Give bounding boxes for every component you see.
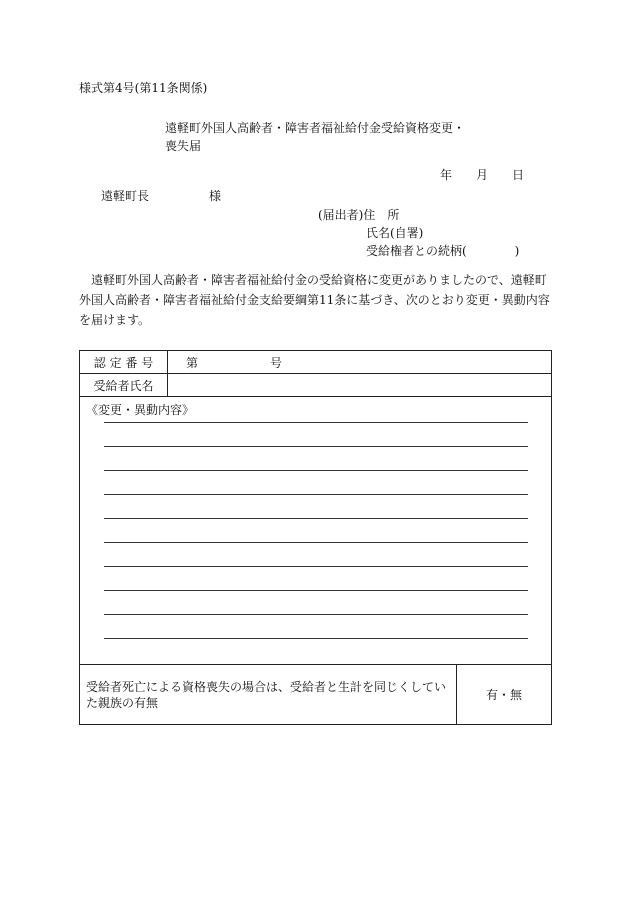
death-answer-field[interactable]: 有・無 (456, 665, 551, 725)
writing-line (104, 446, 528, 447)
date-line (440, 166, 524, 183)
writing-line (104, 542, 528, 543)
cert-number-label: 認 定 番 号 (80, 351, 168, 374)
applicant-block (318, 206, 519, 260)
writing-line (104, 638, 528, 639)
writing-line (104, 614, 528, 615)
addressee (101, 187, 221, 204)
form-table (79, 350, 552, 725)
addressee-name: 遠軽町長 (101, 189, 150, 203)
death-question-label: 受給者死亡による資格喪失の場合は、受給者と生計を同じくしていた親族の有無 (80, 665, 457, 725)
form-title: 遠軽町外国人高齢者・障害者福祉給付金受給資格変更・喪失届 (165, 121, 466, 153)
body-text: 遠軽町外国人高齢者・障害者福祉給付金の受給資格に変更がありましたので、遠軽町外国人高齢者・障害者福祉給付金支給要綱第11条に基づき、次のとおり変更・異動内容を届けます。 (79, 273, 550, 327)
date-month-label: 月 (476, 168, 489, 182)
writing-line (104, 470, 528, 471)
change-content-label: 《変更・異動内容》 (86, 403, 195, 417)
date-year-label: 年 (440, 168, 453, 182)
addressee-honorific: 様 (209, 189, 222, 203)
writing-line (104, 566, 528, 567)
recipient-name-label: 受給者氏名 (80, 374, 168, 397)
applicant-relation-label: 受給権者との続柄( ) (366, 244, 520, 258)
applicant-address-label: (届出者)住 所 (318, 208, 400, 222)
date-day-label: 日 (512, 168, 525, 182)
writing-line (104, 494, 528, 495)
writing-line (104, 590, 528, 591)
writing-line (104, 518, 528, 519)
applicant-name-label: 氏名(自署) (366, 226, 424, 240)
form-number: 様式第4号(第11条関係) (79, 81, 208, 95)
change-content-field[interactable] (80, 397, 552, 665)
writing-line (104, 422, 528, 423)
cert-number-field[interactable]: 第 号 (168, 351, 552, 374)
recipient-name-field[interactable] (168, 374, 552, 397)
